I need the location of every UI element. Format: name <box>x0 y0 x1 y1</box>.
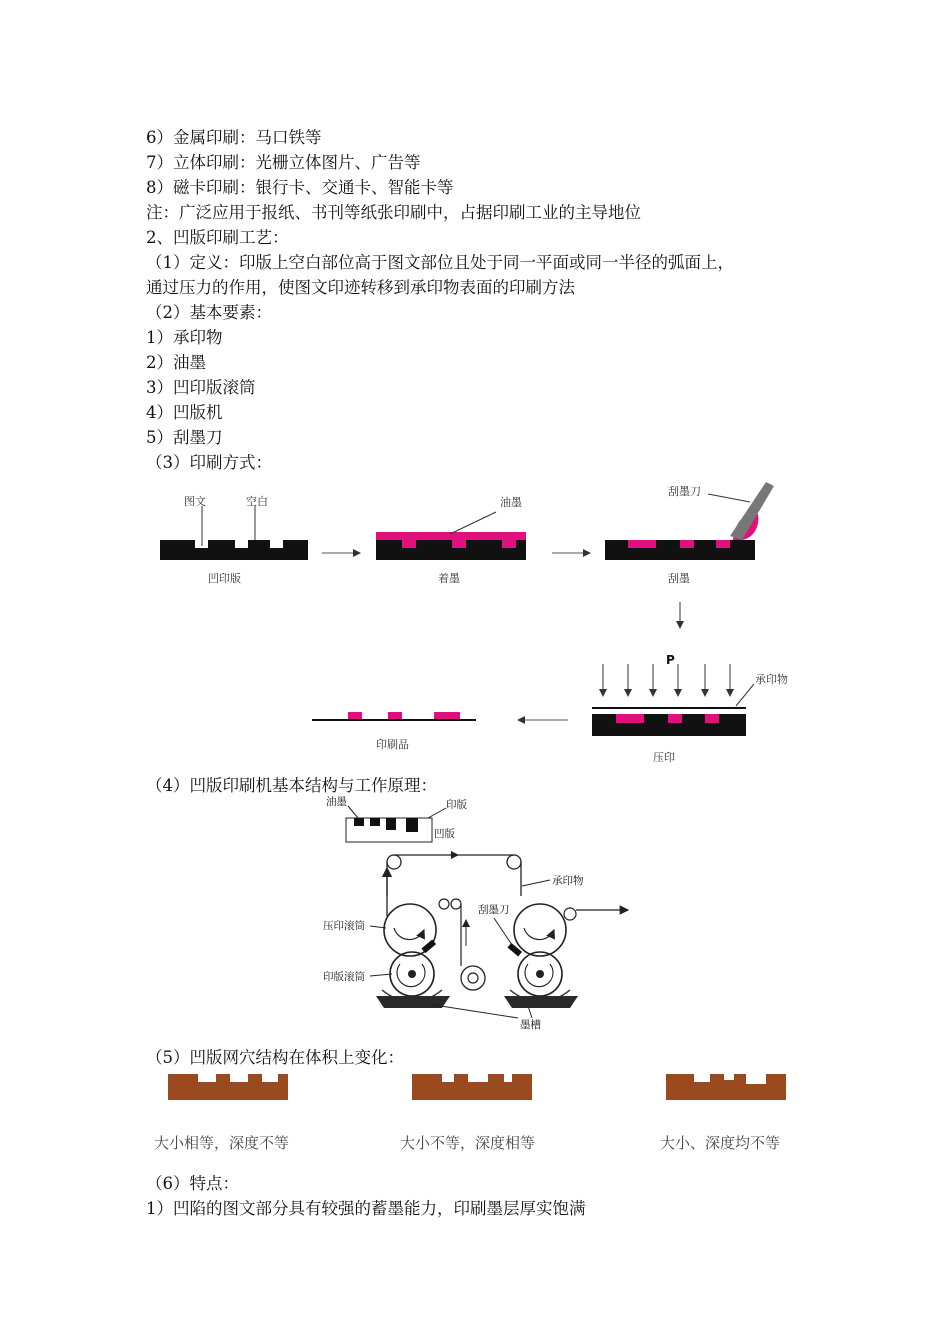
text-line-11: 3）凹印版滚筒 <box>146 378 256 397</box>
text-line-5: 2、凹版印刷工艺： <box>146 228 289 247</box>
press-label-plate-roller: 印版滚筒 <box>323 971 365 983</box>
feature-point-1: 1）凹陷的图文部分具有较强的蓄墨能力，印刷墨层厚实饱满 <box>146 1199 586 1218</box>
gravure-press-diagram <box>318 796 638 1036</box>
text-line-2: 7）立体印刷：光栅立体图片、广告等 <box>146 153 421 172</box>
text-line-7: 通过压力的作用，使图文印迹转移到承印物表面的印刷方法 <box>146 278 575 297</box>
text-line-9: 1）承印物 <box>146 328 223 347</box>
text-line-12: 4）凹版机 <box>146 403 223 422</box>
step5-caption: 印刷品 <box>376 738 409 751</box>
step1-caption: 凹印版 <box>208 572 241 585</box>
press-label-ink-tank: 墨槽 <box>520 1019 541 1031</box>
cell-caption-1: 大小相等，深度不等 <box>154 1134 290 1152</box>
text-line-8: （2）基本要素： <box>146 303 272 322</box>
press-label-substrate: 承印物 <box>552 875 584 887</box>
text-line-1: 6）金属印刷：马口铁等 <box>146 128 322 147</box>
heading-press-structure: （4）凹版印刷机基本结构与工作原理： <box>146 776 437 795</box>
step-inking <box>376 495 526 585</box>
label-pressure: P <box>666 653 675 667</box>
text-line-13: 5）刮墨刀 <box>146 428 223 447</box>
cell-type-equal-size <box>154 1074 289 1152</box>
cell-caption-3: 大小、深度均不等 <box>660 1134 781 1152</box>
label-image: 图文 <box>184 495 206 508</box>
text-line-10: 2）油墨 <box>146 353 206 372</box>
label-blade: 刮墨刀 <box>668 485 701 498</box>
press-label-gravure: 凹版 <box>434 828 455 840</box>
step3-caption: 刮墨 <box>668 572 690 585</box>
label-substrate: 承印物 <box>755 673 788 686</box>
printing-process-diagram <box>150 478 810 768</box>
press-label-blade: 刮墨刀 <box>478 904 510 916</box>
step-plate <box>160 494 308 585</box>
step-scraping <box>605 482 774 585</box>
heading-features: （6）特点： <box>146 1174 239 1193</box>
step-product <box>312 712 476 751</box>
step-impression <box>592 653 788 764</box>
cell-type-equal-depth <box>400 1074 535 1152</box>
press-label-impression-roller: 压印滚筒 <box>323 920 365 932</box>
cell-caption-2: 大小不等，深度相等 <box>400 1134 536 1152</box>
press-label-ink: 油墨 <box>326 796 347 808</box>
label-ink: 油墨 <box>500 496 522 509</box>
step4-caption: 压印 <box>653 751 675 764</box>
text-line-14: （3）印刷方式： <box>146 453 272 472</box>
press-label-plate: 印版 <box>446 799 467 811</box>
step2-caption: 着墨 <box>438 572 460 585</box>
cell-variation-diagram <box>150 1068 810 1158</box>
text-line-6: （1）定义：印版上空白部位高于图文部位且处于同一平面或同一半径的弧面上， <box>146 253 734 272</box>
text-line-3: 8）磁卡印刷：银行卡、交通卡、智能卡等 <box>146 178 454 197</box>
text-line-4: 注：广泛应用于报纸、书刊等纸张印刷中，占据印刷工业的主导地位 <box>146 203 641 222</box>
cell-type-both-vary <box>660 1074 786 1152</box>
heading-cell-structure: （5）凹版网穴结构在体积上变化： <box>146 1048 404 1067</box>
label-blank: 空白 <box>246 495 268 508</box>
